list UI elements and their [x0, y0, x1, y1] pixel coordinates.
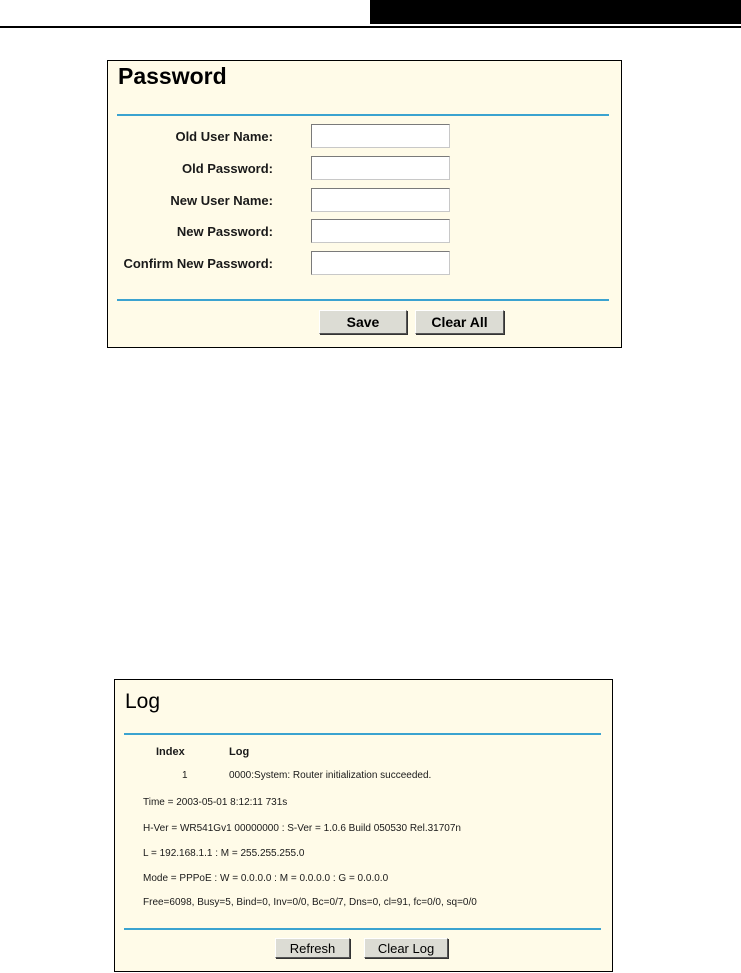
clear-all-button[interactable]: Clear All: [415, 310, 504, 334]
confirm-new-password-row: [108, 251, 621, 277]
confirm-new-password-input[interactable]: [311, 251, 450, 275]
log-entry-message: 0000:System: Router initialization succeeded.: [229, 770, 432, 781]
header-bar: [370, 0, 741, 24]
password-panel: [107, 60, 622, 348]
new-user-name-label: New User Name:: [170, 193, 273, 208]
log-footer-divider: [124, 928, 601, 930]
old-user-name-row: [108, 124, 621, 150]
save-button[interactable]: Save: [319, 310, 407, 334]
title-divider: [117, 114, 609, 116]
status-info: Free=6098, Busy=5, Bind=0, Inv=0/0, Bc=0/7, Dns=0, cl=91, fc=0/0, sq=0/0: [143, 897, 477, 908]
log-panel: [114, 679, 613, 972]
log-title: Log: [125, 690, 161, 713]
footer-divider: [117, 299, 609, 301]
clear-log-button[interactable]: Clear Log: [364, 938, 448, 958]
old-password-label: Old Password:: [181, 161, 273, 176]
old-user-name-input[interactable]: [311, 124, 450, 148]
log-entry-index: 1: [182, 770, 188, 781]
old-password-row: [108, 156, 621, 182]
log-column-header: Log: [229, 746, 250, 758]
version-info: H-Ver = WR541Gv1 00000000 : S-Ver = 1.0.6 Build 050530 Rel.31707n: [143, 823, 461, 834]
index-column-header: Index: [156, 746, 185, 758]
wan-info: Mode = PPPoE : W = 0.0.0.0 : M = 0.0.0.0 : G = 0.0.0.0: [143, 873, 389, 884]
new-password-label: New Password:: [176, 224, 273, 239]
log-title-divider: [124, 733, 601, 735]
refresh-button[interactable]: Refresh: [275, 938, 350, 958]
confirm-new-password-label: Confirm New Password:: [123, 256, 273, 271]
time-info: Time = 2003-05-01 8:12:11 731s: [143, 797, 288, 808]
new-password-input[interactable]: [311, 219, 450, 243]
lan-info: L = 192.168.1.1 : M = 255.255.255.0: [143, 848, 305, 859]
password-title: Password: [118, 63, 227, 89]
header-rule: [0, 26, 741, 28]
new-password-row: [108, 219, 621, 245]
new-user-name-row: [108, 188, 621, 214]
new-user-name-input[interactable]: [311, 188, 450, 212]
old-user-name-label: Old User Name:: [175, 129, 273, 144]
old-password-input[interactable]: [311, 156, 450, 180]
